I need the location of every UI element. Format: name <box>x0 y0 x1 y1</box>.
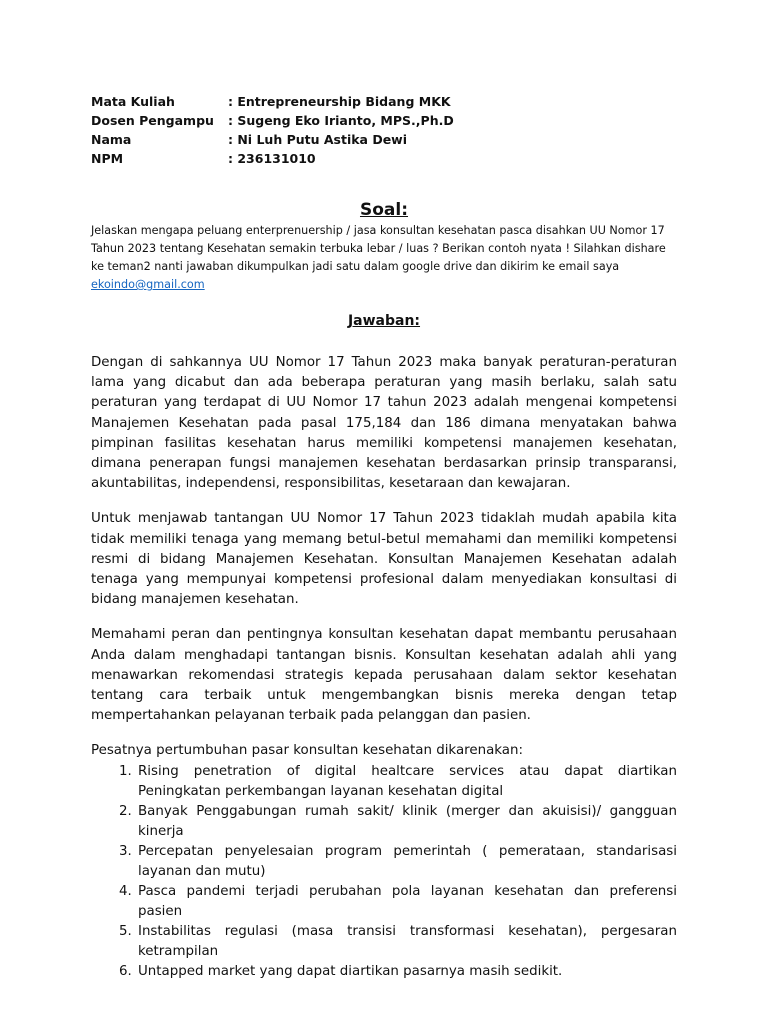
info-row-course <box>91 92 677 111</box>
growth-reasons-list <box>91 762 677 982</box>
document-page <box>91 92 677 982</box>
name-value: : Ni Luh Putu Astika Dewi <box>228 132 408 147</box>
lecturer-label: Dosen Pengampu <box>91 113 214 128</box>
question-text: Jelaskan mengapa peluang enterprenuership / jasa konsultan kesehatan pasca disahkan UU Nomor 17 Tahun 2023 tentang Kesehatan semakin terbuka lebar / luas ? Berikan contoh nyata ! Silahkan dishare ke teman2 nanti jawaban dikumpulkan jadi satu dalam google drive dan dikirim ke email saya <box>91 224 666 273</box>
list-item: 2. Banyak Penggabungan rumah sakit/ klinik (merger dan akuisisi)/ gangguan kinerja <box>136 802 677 842</box>
answer-title: Jawaban: <box>347 313 421 329</box>
list-item: 3. Percepatan penyelesaian program pemerintah ( pemerataan, standarisasi layanan dan mutu) <box>136 842 677 882</box>
question-text-block <box>91 222 677 294</box>
course-value: : Entrepreneurship Bidang MKK <box>228 94 451 109</box>
course-label: Mata Kuliah <box>91 94 175 109</box>
info-row-lecturer <box>91 111 677 130</box>
list-item: 6. Untapped market yang dapat diartikan pasarnya masih sedikit. <box>136 962 677 982</box>
answer-paragraph-3: Memahami peran dan pentingnya konsultan kesehatan dapat membantu perusahaan Anda dalam menghadapi tantangan bisnis. Konsultan kesehatan adalah ahli yang menawarkan rekomendasi strategis kepada perusahaan dalam sektor kesehatan tentang cara terbaik untuk mengembangkan bisnis mereka dengan tetap mempertahankan pelayanan terbaik pada pelanggan dan pasien. <box>91 627 677 724</box>
lecturer-value: : Sugeng Eko Irianto, MPS.,Ph.D <box>228 113 454 128</box>
list-item: 1. Rising penetration of digital healtcare services atau dapat diartikan Peningkatan perkembangan layanan kesehatan digital <box>136 762 677 802</box>
npm-value: : 236131010 <box>228 151 316 166</box>
list-item: 5. Instabilitas regulasi (masa transisi transformasi kesehatan), pergesaran ketrampilan <box>136 922 677 962</box>
question-title: Soal: <box>359 200 409 220</box>
answer-paragraph-1: Dengan di sahkannya UU Nomor 17 Tahun 2023 maka banyak peraturan-peraturan lama yang dicabut dan ada beberapa peraturan yang masih berlaku, salah satu peraturan yang terdapat di UU Nomor 17 tahun 2023 adalah mengenai kompetensi Manajemen Kesehatan pada pasal 175,184 dan 186 dimana menyatakan bahwa pimpinan fasilitas kesehatan harus memiliki kompetensi manajemen kesehatan, dimana penerapan fungsi manajemen kesehatan berdasarkan prinsip transparansi, akuntabilitas, independensi, responsibilitas, kesetaraan dan kewajaran. <box>91 355 677 492</box>
course-info <box>91 92 677 168</box>
name-label: Nama <box>91 132 132 147</box>
list-item: 4. Pasca pandemi terjadi perubahan pola layanan kesehatan dan preferensi pasien <box>136 882 677 922</box>
list-intro: Pesatnya pertumbuhan pasar konsultan kesehatan dikarenakan: <box>91 743 524 759</box>
info-row-npm <box>91 149 677 168</box>
info-row-name <box>91 130 677 149</box>
email-link[interactable]: ekoindo@gmail.com <box>91 278 205 291</box>
answer-paragraph-2: Untuk menjawab tantangan UU Nomor 17 Tahun 2023 tidaklah mudah apabila kita tidak memiliki tenaga yang memang betul-betul memahami dan memiliki kompetensi resmi di bidang Manajemen Kesehatan. Konsultan Manajemen Kesehatan adalah tenaga yang mempunyai kompetensi profesional dalam menyediakan konsultasi di bidang manajemen kesehatan. <box>91 511 677 608</box>
npm-label: NPM <box>91 151 124 166</box>
